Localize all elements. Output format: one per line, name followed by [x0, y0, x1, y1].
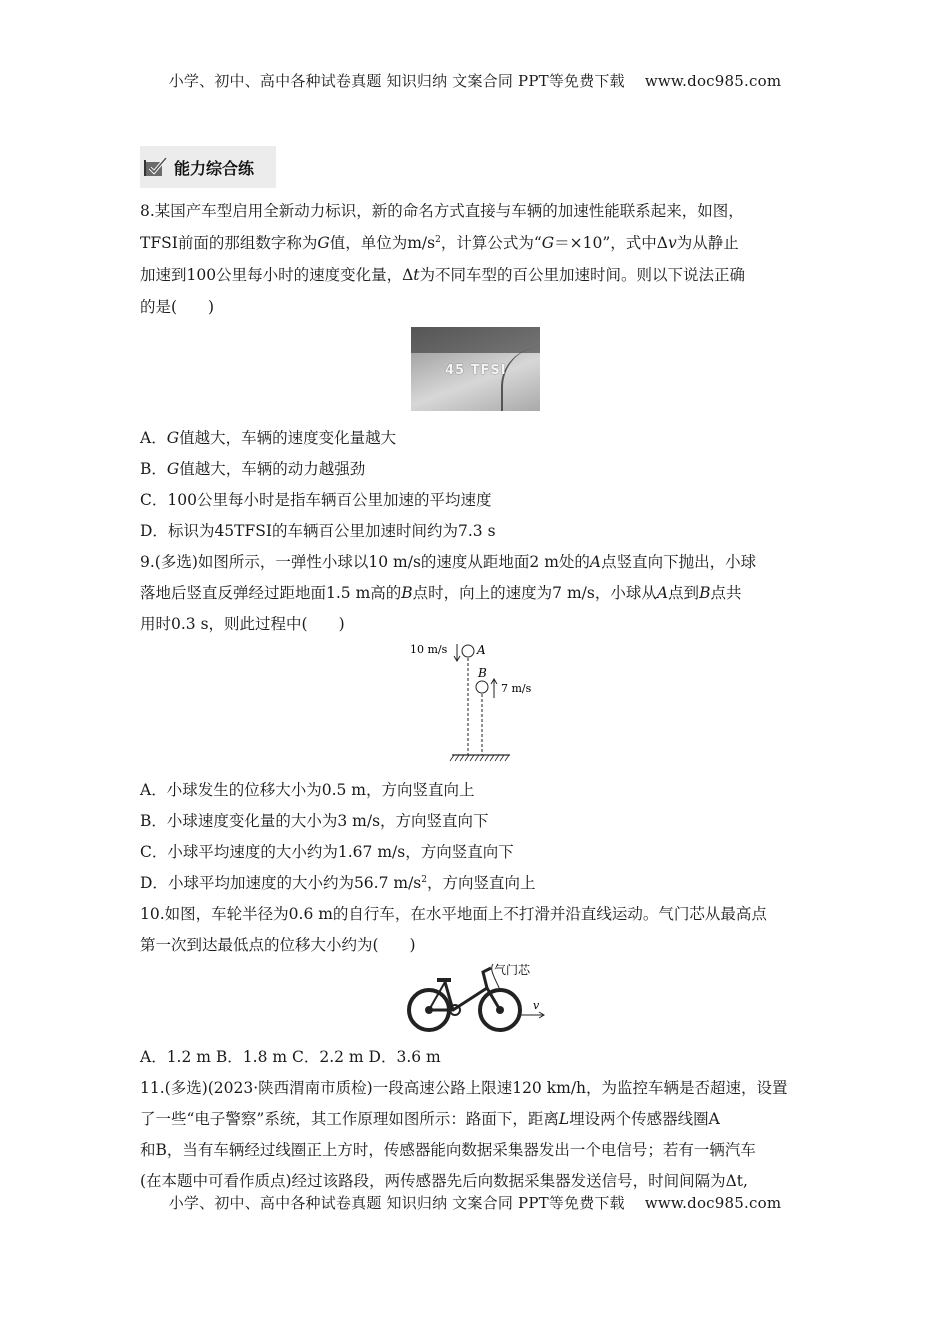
q9-option-b: B．小球速度变化量的大小为3 m/s，方向竖直向下 — [140, 812, 489, 830]
q9-stem-line1: 9.(多选)如图所示，一弹性小球以10 m/s的速度从距地面2 m处的A点竖直向下抛出，小球 — [140, 553, 757, 571]
q8-stem-line2: TFSI前面的那组数字称为G值，单位为$m/s^2$，计算公式为“G＝×10”，式中Δv为从静止 — [140, 234, 739, 252]
page-footer — [0, 1192, 950, 1213]
q8-option-b: B．G值越大，车辆的动力越强劲 — [140, 460, 366, 478]
q8-stem-line4: 的是( ) — [140, 298, 215, 316]
header-site: www.doc985.com — [644, 72, 782, 90]
fig-v2-label: 7 m/s — [501, 682, 532, 695]
q8-stem-line1: 8.某国产车型启用全新动力标识，新的命名方式直接与车辆的加速性能联系起来，如图， — [140, 202, 744, 220]
ball-b — [476, 681, 488, 693]
section-title: 能力综合练 — [174, 158, 255, 178]
q9-option-c: C．小球平均速度的大小约为1.67 m/s，方向竖直向下 — [140, 843, 514, 861]
q9-option-d: D．小球平均加速度的大小约为56.7 $m/s^2$，方向竖直向上 — [140, 874, 536, 892]
section-heading — [140, 146, 276, 188]
q9-stem-line3: 用时0.3 s，则此过程中( ) — [140, 615, 345, 633]
page-header — [0, 70, 950, 91]
fig-b-label: B — [478, 666, 487, 680]
checklist-icon — [144, 156, 168, 178]
car-badge-text: 45 TFSI — [445, 363, 507, 378]
q11-stem-line4: (在本题中可看作质点)经过该路段，两传感器先后向数据采集器发送信号，时间间隔为Δt, — [140, 1172, 748, 1190]
q9-stem-line2: 落地后竖直反弹经过距地面1.5 m高的B点时，向上的速度为7 m/s，小球从A点到B点共 — [140, 584, 742, 602]
header-text: 小学、初中、高中各种试卷真题 知识归纳 文案合同 PPT等免费下载 — [168, 72, 625, 90]
q11-stem-line2: 了一些“电子警察”系统，其工作原理如图所示：路面下，距离L埋设两个传感器线圈A — [140, 1110, 720, 1128]
fig-v1-label: 10 m/s — [410, 643, 448, 656]
q8-option-d: D．标识为45TFSI的车辆百公里加速时间约为7.3 s — [140, 522, 496, 540]
ball-bounce-figure — [408, 640, 548, 766]
q11-stem-line3: 和B，当有车辆经过线圈正上方时，传感器能向数据采集器发出一个电信号；若有一辆汽车 — [140, 1141, 756, 1159]
footer-site: www.doc985.com — [644, 1194, 782, 1212]
q10-stem-line1: 10.如图，车轮半径为0.6 m的自行车，在水平地面上不打滑并沿直线运动。气门芯从最高点 — [140, 905, 767, 923]
q8-option-a: A．G值越大，车辆的速度变化量越大 — [140, 429, 397, 447]
q11-stem-line1: 11.(多选)(2023·陕西渭南市质检)一段高速公路上限速120 km/h，为监控车辆是否超速，设置 — [140, 1079, 788, 1097]
q8-stem-line3: 加速到100公里每小时的速度变化量，Δt为不同车型的百公里加速时间。则以下说法正确 — [140, 266, 746, 284]
valve-label: 气门芯 — [494, 963, 531, 977]
ball-a — [462, 645, 474, 657]
bicycle-figure — [405, 960, 555, 1036]
car-badge-photo — [411, 327, 540, 411]
footer-text: 小学、初中、高中各种试卷真题 知识归纳 文案合同 PPT等免费下载 — [168, 1194, 625, 1212]
q9-option-a: A．小球发生的位移大小为0.5 m，方向竖直向上 — [140, 781, 475, 799]
q8-option-c: C．100公里每小时是指车辆百公里加速的平均速度 — [140, 491, 492, 509]
q10-options: A．1.2 m B．1.8 m C．2.2 m D．3.6 m — [140, 1048, 441, 1066]
q10-stem-line2: 第一次到达最低点的位移大小约为( ) — [140, 936, 416, 954]
fig-a-label: A — [477, 643, 486, 657]
velocity-label: v — [533, 999, 540, 1012]
